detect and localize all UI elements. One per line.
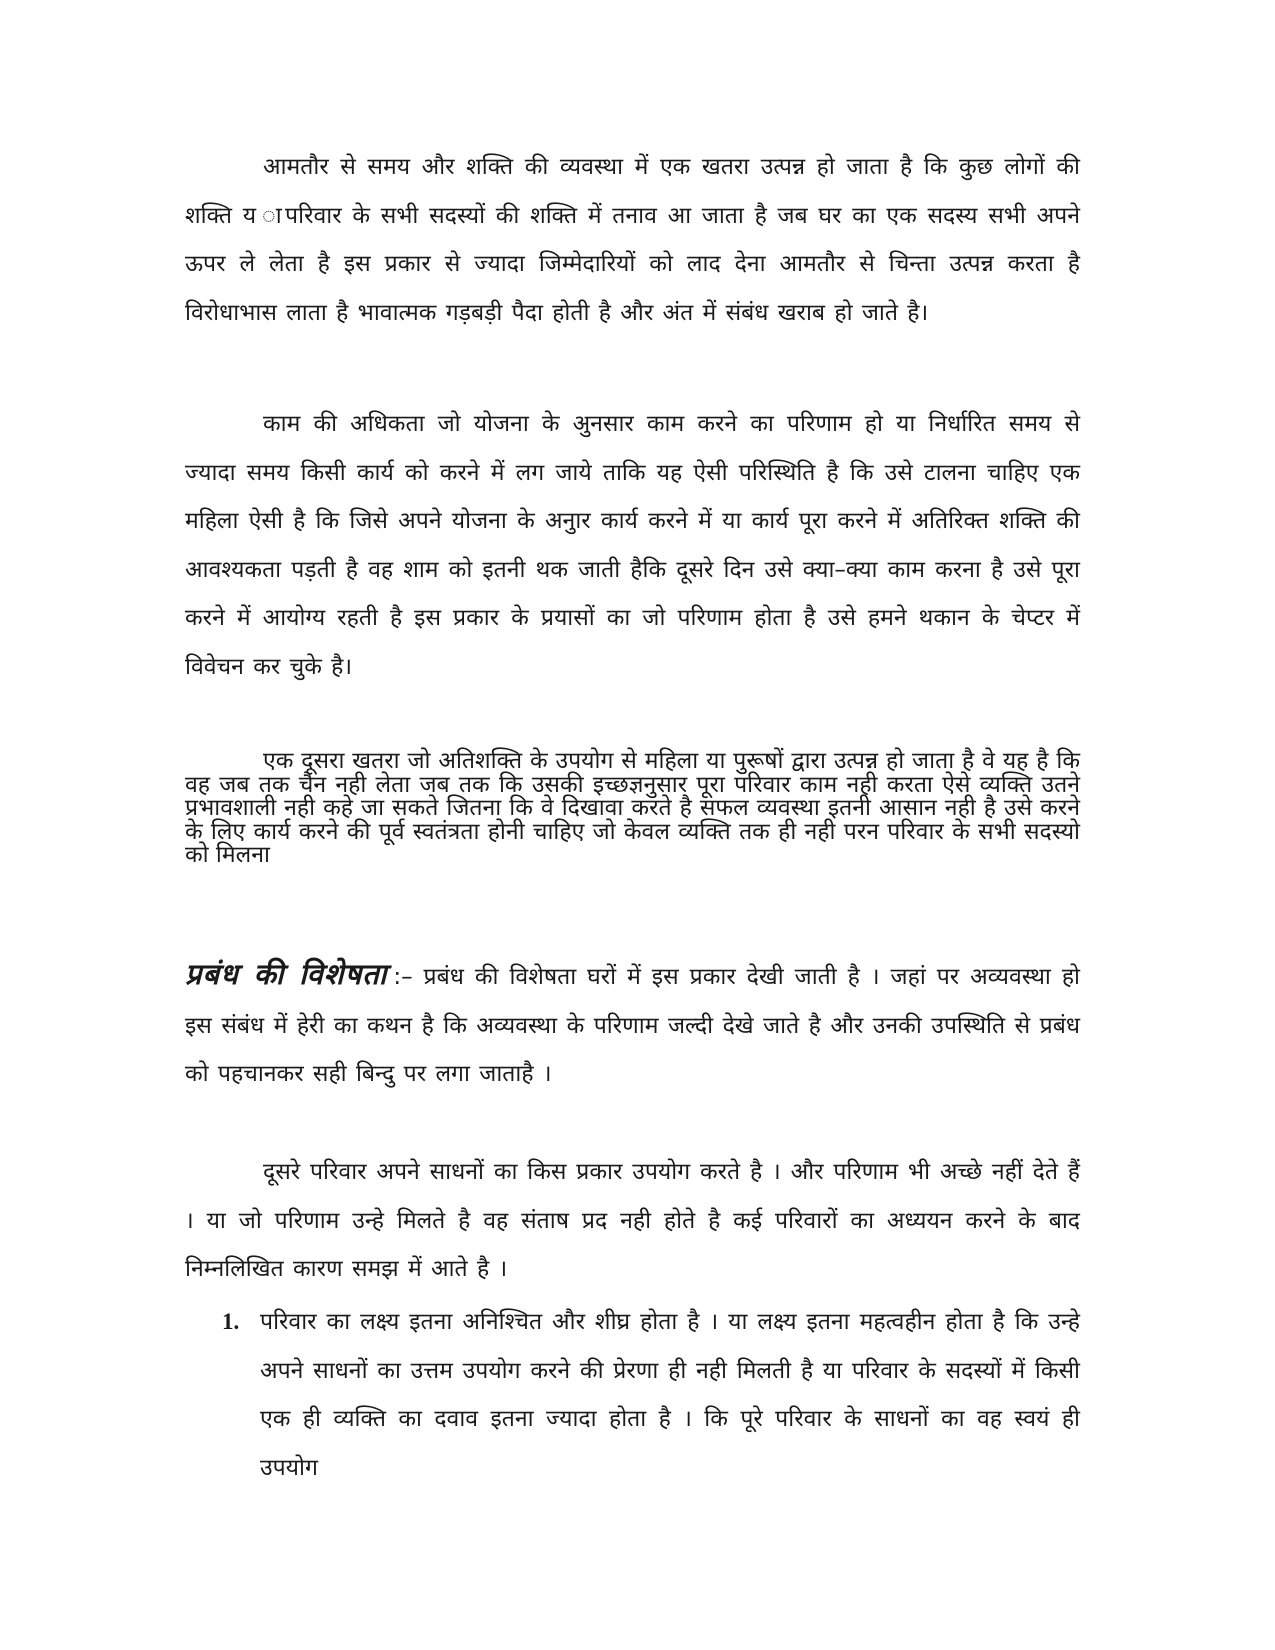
paragraph-management-features [185,950,1080,1099]
paragraph-resource-usage: दूसरे परिवार अपने साधनों का किस प्रकार उपयोग करते है । और परिणाम भी अच्छे नहीं देते हैं । या जो परिणाम उन्हे मिलते है वह संताष प्रद नही होते है कई परिवारों का अध्ययन करने के बाद निम्नलिखित कारण समझ में आते है । [185,1159,1080,1282]
list-item [222,1298,1080,1492]
reasons-list [222,1298,1080,1492]
list-item-text: परिवार का लक्ष्य इतना अनिश्चित और शीघ्र होता है । या लक्ष्य इतना महत्वहीन होता है कि उन्हे अपने साधनों का उत्तम उपयोग करने की प्रेरणा ही नही मिलती है या परिवार के सदस्यों में किसी एक ही व्यक्ति का दवाव इतना ज्यादा होता है । कि पूरे परिवार के साधनों का वह स्वयं ही उपयोग [260,1309,1080,1481]
paragraph-excess-energy-risk: एक दूसरा खतरा जो अतिशक्ति के उपयोग से महिला या पुरूषों द्वारा उत्पन्न हो जाता है वे यह है कि वह जब तक चैन नही लेता जब तक कि उसकी इच्छज्ञनुसार पूरा परिवार काम नही करता ऐसे व्यक्ति उतने प्रभावशाली नही कहे जा सकते जितना कि वे दिखावा करते है सफल व्यवस्था इतनी आसान नही है उसे करने के लिए कार्य करने की पूर्व स्वतंत्रता होनी चाहिए जो केवल व्यक्ति तक ही नही परन परिवार के सभी सदस्यो को मिलना [185,748,1080,868]
paragraph-time-energy-risk: आमतौर से समय और शक्ति की व्यवस्था में एक खतरा उत्पन्न हो जाता है कि कुछ लोगों की शक्ति य ापरिवार के सभी सदस्यों की शक्ति में तनाव आ जाता है जब घर का एक सदस्य सभी अपने ऊपर ले लेता है इस प्रकार से ज्यादा जिम्मेदारियों को लाद देना आमतौर से चिन्ता उत्पन्न करता है विरोधाभास लाता है भावात्मक गड़बड़ी पैदा होती है और अंत में संबंध खराब हो जाते है। [185,154,1080,326]
paragraph-work-overload: काम की अधिकता जो योजना के अुनसार काम करने का परिणाम हो या निर्धारित समय से ज्यादा समय किसी कार्य को करने में लग जाये ताकि यह ऐसी परिस्थिति है कि उसे टालना चाहिए एक महिला ऐसी है कि जिसे अपने योजना के अनुार कार्य करने में या कार्य पूरा करने में अतिरिक्त शक्ति की आवश्यकता पड़ती है वह शाम को इतनी थक जाती हैकि दूसरे दिन उसे क्या–क्या काम करना है उसे पूरा करने में आयोग्य रहती है इस प्रकार के प्रयासों का जो परिणाम होता है उसे हमने थकान के चेप्टर में विवेचन कर चुके है। [185,411,1080,680]
paragraph-management-features-text: :– प्रबंध की विशेषता घरों में इस प्रकार देखी जाती है । जहां पर अव्यवस्था हो इस संबंध में हेरी का कथन है कि अव्यवस्था के परिणाम जल्दी देखे जाते है और उनकी उपस्थिति से प्रबंध को पहचानकर सही बिन्दु पर लगा जाताहै । [185,964,1081,1087]
section-heading: प्रबंध की विशेषता [185,957,388,991]
list-item-number: 1. [222,1309,240,1334]
